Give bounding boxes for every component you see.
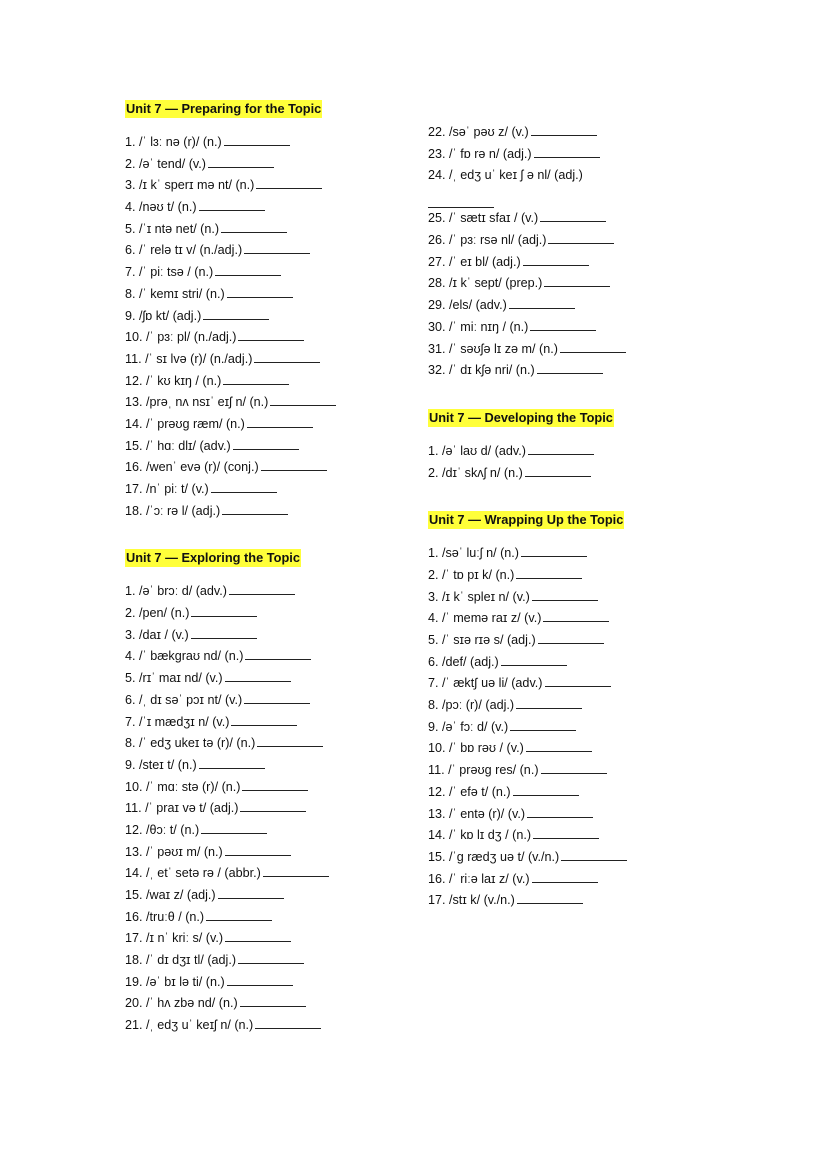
answer-blank[interactable] [238,328,304,341]
answer-blank[interactable] [532,588,598,601]
list-item: 16. /wenˈ evə (r)/ (conj.) [125,457,415,479]
section-heading: Unit 7 ― Exploring the Topic [126,550,300,566]
answer-blank[interactable] [561,848,627,861]
section-exploring [125,549,415,1036]
right-column [428,122,738,912]
answer-blank[interactable] [231,713,297,726]
list-item: 28. /ɪ kˈ sept/ (prep.) [428,273,738,295]
answer-blank[interactable] [525,464,591,477]
list-item: 1. /əˈ brɔː d/ (adv.) [125,581,415,603]
list-item: 22. /səˈ pəʊ z/ (v.) [428,122,738,144]
list-item: 19. /əˈ bɪ lə ti/ (n.) [125,972,415,994]
answer-blank[interactable] [501,653,567,666]
answer-blank[interactable] [534,145,600,158]
list-item: 4. /nəʊ t/ (n.) [125,197,415,219]
list-item: 17. /nˈ piː t/ (v.) [125,479,415,501]
list-item: 15. /ˈ hɑː dlɪ/ (adv.) [125,436,415,458]
answer-blank[interactable] [523,253,589,266]
answer-blank[interactable] [211,480,277,493]
list-item: 10. /ˈ bɒ rəʊ / (v.) [428,738,738,760]
list-item: 14. /ˈ prəʊɡ ræm/ (n.) [125,414,415,436]
list-item: 15. /ˈɡ rædʒ uə t/ (v./n.) [428,847,738,869]
answer-blank[interactable] [233,437,299,450]
answer-blank[interactable] [221,220,287,233]
list-item: 23. /ˈ fɒ rə n/ (adj.) [428,144,738,166]
section-heading: Unit 7 ― Preparing for the Topic [126,101,322,116]
answer-blank[interactable] [543,609,609,622]
answer-blank[interactable] [509,296,575,309]
answer-blank[interactable] [545,674,611,687]
list-item: 18. /ˈɔː rə l/ (adj.) [125,501,415,523]
list-item: 7. /ˈ ækt∫ uə li/ (adv.) [428,673,738,695]
answer-blank[interactable] [261,458,327,471]
word-list [428,543,738,912]
answer-blank[interactable] [510,718,576,731]
list-item: 12. /ˈ efə t/ (n.) [428,782,738,804]
list-item: 25. /ˈ sætɪ sfaɪ / (v.) [428,208,738,230]
answer-blank[interactable] [516,566,582,579]
answer-blank[interactable] [560,340,626,353]
answer-blank[interactable] [526,739,592,752]
answer-blank[interactable] [191,604,257,617]
list-item: 8. /ˈ edʒ ukeɪ tə (r)/ (n.) [125,733,415,755]
answer-blank[interactable] [532,870,598,883]
answer-blank[interactable] [528,442,594,455]
list-item: 20. /ˈ hʌ zbə nd/ (n.) [125,993,415,1015]
list-item: 11. /ˈ sɪ lvə (r)/ (n./adj.) [125,349,415,371]
list-item: 6. /ˈ relə tɪ v/ (n./adj.) [125,240,415,262]
section-preparing [125,100,415,522]
answer-blank[interactable] [244,691,310,704]
answer-blank[interactable] [255,1016,321,1029]
list-item: 16. /truːθ / (n.) [125,907,415,929]
answer-blank[interactable] [263,864,329,877]
list-item: 3. /ɪ kˈ sperɪ mə nt/ (n.) [125,175,415,197]
answer-blank[interactable] [208,155,274,168]
list-item: 1. /ˈ lɜː nə (r)/ (n.) [125,132,415,154]
list-item: 31. /ˈ səʊʃə lɪ zə m/ (n.) [428,339,738,361]
answer-blank[interactable] [201,821,267,834]
list-item: 14. /ˌ etˈ setə rə / (abbr.) [125,863,415,885]
list-item: 18. /ˈ dɪ dʒɪ tl/ (adj.) [125,950,415,972]
list-item: 4. /ˈ memə raɪ z/ (v.) [428,608,738,630]
answer-blank[interactable] [530,318,596,331]
answer-blank[interactable] [531,123,597,136]
list-item: 11. /ˈ prəʊɡ res/ (n.) [428,760,738,782]
answer-blank[interactable] [541,761,607,774]
list-item: 2. /pen/ (n.) [125,603,415,625]
list-item: 1. /səˈ luːʃ n/ (n.) [428,543,738,565]
list-item: 13. /prəˌ nʌ nsɪˈ eɪʃ n/ (n.) [125,392,415,414]
answer-blank[interactable] [247,415,313,428]
answer-blank[interactable] [540,209,606,222]
answer-blank[interactable] [238,951,304,964]
list-item: 7. /ˈɪ mædʒɪ n/ (v.) [125,712,415,734]
list-item: 16. /ˈ riːə laɪ z/ (v.) [428,869,738,891]
answer-blank[interactable] [224,133,290,146]
list-item: 4. /ˈ bækɡraʊ nd/ (n.) [125,646,415,668]
list-item: 5. /rɪˈ maɪ nd/ (v.) [125,668,415,690]
answer-blank[interactable] [199,756,265,769]
answer-blank[interactable] [257,734,323,747]
answer-blank[interactable] [548,231,614,244]
answer-blank[interactable] [215,263,281,276]
list-item: 10. /ˈ mɑː stə (r)/ (n.) [125,777,415,799]
answer-blank[interactable] [517,891,583,904]
section-wrapping-up [428,511,738,912]
list-item: 6. /ˌ dɪ səˈ pɔɪ nt/ (v.) [125,690,415,712]
list-item: 21. /ˌ edʒ uˈ keɪʃ n/ (n.) [125,1015,415,1037]
answer-blank[interactable] [229,582,295,595]
list-item: 13. /ˈ entə (r)/ (v.) [428,804,738,826]
list-item: 2. /ˈ tɒ pɪ k/ (n.) [428,565,738,587]
answer-blank[interactable] [191,626,257,639]
answer-blank[interactable] [206,908,272,921]
word-list [125,581,415,1036]
section-heading: Unit 7 ― Wrapping Up the Topic [429,512,624,528]
word-list [428,122,738,382]
list-item: 10. /ˈ pɜː pl/ (n./adj.) [125,327,415,349]
list-item: 2. /dɪˈ skʌʃ n/ (n.) [428,463,738,485]
answer-blank[interactable] [544,274,610,287]
list-item: 6. /def/ (adj.) [428,652,738,674]
answer-blank[interactable] [203,307,269,320]
answer-blank[interactable] [240,799,306,812]
list-item: 32. /ˈ dɪ kʃə nri/ (n.) [428,360,738,382]
list-item: 17. /stɪ k/ (v./n.) [428,890,738,912]
answer-blank[interactable] [222,502,288,515]
list-item: 5. /ˈɪ ntə net/ (n.) [125,219,415,241]
answer-blank[interactable] [513,783,579,796]
word-list [428,441,738,484]
answer-blank[interactable] [245,647,311,660]
section-heading: Unit 7 ― Developing the Topic [429,409,613,425]
list-item: 30. /ˈ miː nɪŋ / (n.) [428,317,738,339]
list-item: 29. /els/ (adv.) [428,295,738,317]
answer-blank[interactable] [521,544,587,557]
list-item: 2. /əˈ tend/ (v.) [125,154,415,176]
answer-blank[interactable] [242,778,308,791]
list-item: 5. /ˈ sɪə rɪə s/ (adj.) [428,630,738,652]
list-item: 15. /waɪ z/ (adj.) [125,885,415,907]
list-item: 8. /ˈ kemɪ stri/ (n.) [125,284,415,306]
left-column [125,100,415,1037]
answer-blank[interactable] [254,350,320,363]
list-item: 9. /ʃɒ kt/ (adj.) [125,306,415,328]
answer-blank[interactable] [218,886,284,899]
list-item: 26. /ˈ pɜː rsə nl/ (adj.) [428,230,738,252]
answer-blank[interactable] [244,241,310,254]
list-item: 8. /pɔː (r)/ (adj.) [428,695,738,717]
answer-blank[interactable] [538,631,604,644]
list-item: 9. /əˈ fɔː d/ (v.) [428,717,738,739]
list-item: 17. /ɪ nˈ kriː s/ (v.) [125,928,415,950]
list-item: 1. /əˈ laʊ d/ (adv.) [428,441,738,463]
answer-blank[interactable] [527,805,593,818]
answer-blank[interactable] [225,669,291,682]
word-list [125,132,415,522]
list-item: 11. /ˈ praɪ və t/ (adj.) [125,798,415,820]
list-item: 9. /steɪ t/ (n.) [125,755,415,777]
answer-blank[interactable] [199,198,265,211]
answer-blank[interactable] [428,195,494,208]
answer-blank[interactable] [256,176,322,189]
list-item: 24. /ˌ edʒ uˈ keɪ ʃ ə nl/ (adj.) [428,165,738,208]
list-item: 3. /daɪ / (v.) [125,625,415,647]
list-item: 3. /ɪ kˈ spleɪ n/ (v.) [428,587,738,609]
answer-blank[interactable] [223,372,289,385]
list-item: 7. /ˈ piː tsə / (n.) [125,262,415,284]
list-item: 14. /ˈ kɒ lɪ dʒ / (n.) [428,825,738,847]
answer-blank[interactable] [227,973,293,986]
section-developing [428,409,738,484]
answer-blank[interactable] [227,285,293,298]
answer-blank[interactable] [225,843,291,856]
answer-blank[interactable] [533,826,599,839]
answer-blank[interactable] [516,696,582,709]
list-item: 12. /ˈ kʊ kɪŋ / (n.) [125,371,415,393]
list-item: 13. /ˈ pəʊɪ m/ (n.) [125,842,415,864]
answer-blank[interactable] [537,361,603,374]
list-item: 27. /ˈ eɪ bl/ (adj.) [428,252,738,274]
answer-blank[interactable] [240,994,306,1007]
answer-blank[interactable] [270,393,336,406]
answer-blank[interactable] [225,929,291,942]
list-item: 12. /θɔː t/ (n.) [125,820,415,842]
